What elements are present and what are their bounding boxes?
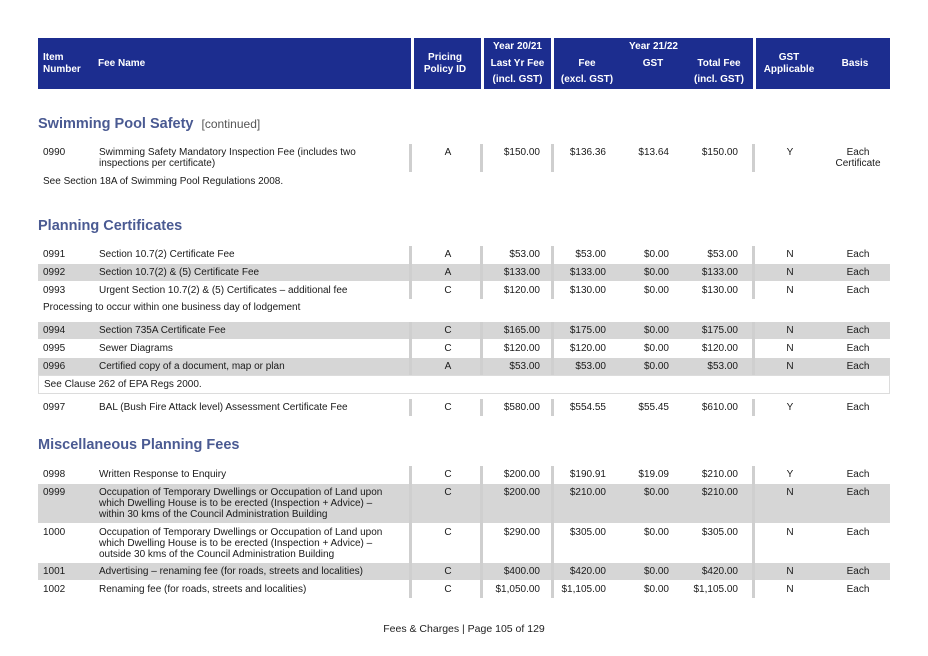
item-number: 1000 [43,527,66,538]
gst-amount: $0.00 [643,566,669,577]
table-row-0993 [38,282,890,299]
header-fee: Fee [578,58,596,69]
table-row-0991 [38,246,890,263]
table-header-gst-app [756,38,890,89]
section-continued: [continued] [201,117,261,131]
fee-name: Section 10.7(2) & (5) Certificate Fee [99,267,260,278]
fee-excl-gst: $420.00 [569,566,606,577]
column-divider [409,322,412,375]
row-note-0993: Processing to occur within one business day of lodgement [43,302,301,313]
header-fee-name: Fee Name [98,58,146,69]
gst-applicable: N [786,487,794,498]
header-last-yr-fee: Last Yr Fee [490,58,545,69]
gst-applicable: N [786,343,794,354]
pricing-policy: C [444,402,452,413]
fee-excl-gst: $175.00 [569,325,606,336]
item-number: 0994 [43,325,66,336]
pricing-policy: C [444,285,452,296]
last-yr-fee: $120.00 [503,343,540,354]
table-header-policy [414,38,481,89]
fee-name: Section 735A Certificate Fee [99,325,226,336]
last-yr-fee: $53.00 [509,361,540,372]
item-number: 0996 [43,361,66,372]
gst-applicable: N [786,325,794,336]
gst-applicable: N [786,584,794,595]
gst-amount: $55.45 [638,402,669,413]
fee-excl-gst: $305.00 [569,527,606,538]
item-number: 0993 [43,285,66,296]
fee-excl-gst: $1,105.00 [561,584,606,595]
item-number: 0995 [43,343,66,354]
total-fee: $420.00 [701,566,738,577]
table-row-1002 [38,581,890,598]
gst-amount: $0.00 [643,584,669,595]
column-divider [480,466,483,598]
total-fee: $53.00 [707,249,738,260]
gst-amount: $13.64 [638,147,669,158]
gst-applicable: N [786,361,794,372]
fee-name: Certified copy of a document, map or plan [99,361,285,372]
total-fee: $120.00 [701,343,738,354]
pricing-policy: C [444,487,452,498]
pricing-policy: C [444,469,452,480]
column-divider [551,144,554,172]
gst-applicable: Y [786,147,794,158]
last-yr-fee: $133.00 [503,267,540,278]
gst-applicable: N [786,267,794,278]
gst-applicable: N [786,249,794,260]
basis: Each [846,325,870,336]
column-divider [480,144,483,172]
item-number: 0991 [43,249,66,260]
pricing-policy: C [444,325,452,336]
header-total-fee: Total Fee [697,58,741,69]
column-divider [752,144,755,172]
column-divider [480,322,483,375]
basis: Each [846,361,870,372]
fee-name: Sewer Diagrams [99,343,173,354]
table-row-1000 [38,524,890,563]
gst-applicable: N [786,285,794,296]
total-fee: $133.00 [701,267,738,278]
gst-applicable: N [786,566,794,577]
fee-name: Advertising – renaming fee (for roads, streets and localities) [99,566,364,577]
item-number: 0998 [43,469,66,480]
gst-amount: $0.00 [643,343,669,354]
table-header-curr-year [554,38,753,89]
gst-applicable: Y [786,402,794,413]
header-year-curr: Year 21/22 [629,41,678,52]
gst-amount: $0.00 [643,487,669,498]
last-yr-fee: $200.00 [503,487,540,498]
last-yr-fee: $580.00 [503,402,540,413]
column-divider [551,466,554,598]
table-row-0999 [38,484,890,523]
gst-amount: $0.00 [643,285,669,296]
header-gst: GST [642,58,664,69]
fee-excl-gst: $53.00 [575,249,606,260]
fee-name: BAL (Bush Fire Attack level) Assessment Certificate Fee [99,402,348,413]
basis: Each [846,343,870,354]
basis: Each [846,487,870,498]
fee-excl-gst: $554.55 [569,402,606,413]
column-divider [480,246,483,299]
last-yr-fee: $290.00 [503,527,540,538]
column-divider [752,399,755,416]
gst-amount: $0.00 [643,527,669,538]
last-yr-fee: $1,050.00 [495,584,540,595]
fee-name: Occupation of Temporary Dwellings or Occupation of Land upon which Dwelling House is to be erected (Inspection + Advice) – outside 30 kms of the Council Administration Building [99,527,383,560]
pricing-policy: C [444,584,452,595]
table-row-0992 [38,264,890,281]
basis: Each [846,267,870,278]
column-divider [551,399,554,416]
basis: Each [846,527,870,538]
column-divider [752,246,755,299]
basis: Each [846,584,870,595]
pricing-policy: C [444,566,452,577]
column-divider [480,399,483,416]
fee-name: Urgent Section 10.7(2) & (5) Certificates – additional fee [99,285,348,296]
table-row-0995 [38,340,890,357]
item-number: 0990 [43,147,66,158]
pricing-policy: C [444,527,452,538]
last-yr-fee: $150.00 [503,147,540,158]
total-fee: $610.00 [701,402,738,413]
last-yr-fee: $53.00 [509,249,540,260]
table-row-0994 [38,322,890,339]
total-fee: $53.00 [707,361,738,372]
item-number: 0997 [43,402,66,413]
column-divider [551,322,554,375]
basis: Each [846,402,870,413]
total-fee: $175.00 [701,325,738,336]
fee-name: Renaming fee (for roads, streets and localities) [99,584,307,595]
total-fee: $130.00 [701,285,738,296]
pricing-policy: A [444,249,452,260]
pricing-policy: C [444,343,452,354]
fee-excl-gst: $130.00 [569,285,606,296]
gst-amount: $0.00 [643,267,669,278]
header-total-incl: (incl. GST) [694,74,744,85]
column-divider [409,144,412,172]
fee-name: Written Response to Enquiry [99,469,227,480]
section-title-misc: Miscellaneous Planning Fees [38,437,240,453]
last-yr-fee: $165.00 [503,325,540,336]
row-note-0990: See Section 18A of Swimming Pool Regulations 2008. [43,176,284,187]
basis: Each [846,285,870,296]
header-excl-gst: (excl. GST) [560,74,614,85]
total-fee: $210.00 [701,487,738,498]
basis: Each Certificate [835,147,881,169]
table-header-prev-year [484,38,551,89]
total-fee: $150.00 [701,147,738,158]
column-divider [551,246,554,299]
header-year-prev: Year 20/21 [493,41,542,52]
header-incl-gst: (incl. GST) [492,74,543,85]
last-yr-fee: $120.00 [503,285,540,296]
gst-applicable: Y [786,469,794,480]
gst-amount: $0.00 [643,249,669,260]
table-header [38,38,411,89]
last-yr-fee: $200.00 [503,469,540,480]
fee-excl-gst: $53.00 [575,361,606,372]
item-number: 0992 [43,267,66,278]
section-title-planning: Planning Certificates [38,218,183,234]
total-fee: $210.00 [701,469,738,480]
item-number: 1002 [43,584,66,595]
column-divider [752,466,755,598]
basis: Each [846,249,870,260]
gst-applicable: N [786,527,794,538]
total-fee: $1,105.00 [693,584,738,595]
gst-amount: $0.00 [643,325,669,336]
header-basis: Basis [841,58,869,69]
header-gst-applicable: GST Applicable [763,52,815,75]
fee-excl-gst: $120.00 [569,343,606,354]
column-divider [409,246,412,299]
total-fee: $305.00 [701,527,738,538]
fee-excl-gst: $133.00 [569,267,606,278]
basis: Each [846,469,870,480]
pricing-policy: A [444,267,452,278]
item-number: 0999 [43,487,66,498]
pricing-policy: A [444,361,452,372]
item-number: 1001 [43,566,66,577]
header-pricing-policy: Pricing Policy ID [423,52,467,75]
last-yr-fee: $400.00 [503,566,540,577]
table-row-0990 [38,144,890,172]
column-divider [752,322,755,375]
section-title-swimming: Swimming Pool Safety [continued] [38,116,261,132]
gst-amount: $0.00 [643,361,669,372]
table-row-0997 [38,399,890,416]
column-divider [409,466,412,598]
fee-name: Occupation of Temporary Dwellings or Occupation of Land upon which Dwelling House is to be erected (Inspection + Advice) – within 30 kms of the Council Administration Building [99,487,383,520]
pricing-policy: A [444,147,452,158]
basis: Each [846,566,870,577]
table-row-0996 [38,358,890,375]
fee-excl-gst: $190.91 [569,469,606,480]
fee-excl-gst: $136.36 [569,147,606,158]
fee-excl-gst: $210.00 [569,487,606,498]
header-item-number: Item Number [43,52,81,75]
table-row-1001 [38,563,890,580]
fee-name: Section 10.7(2) Certificate Fee [99,249,235,260]
row-note-0996: See Clause 262 of EPA Regs 2000. [38,375,890,394]
gst-amount: $19.09 [638,469,669,480]
page-footer: Fees & Charges | Page 105 of 129 [383,623,545,635]
table-row-0998 [38,466,890,483]
fee-name: Swimming Safety Mandatory Inspection Fee (includes two inspections per certificate) [99,147,356,169]
column-divider [409,399,412,416]
